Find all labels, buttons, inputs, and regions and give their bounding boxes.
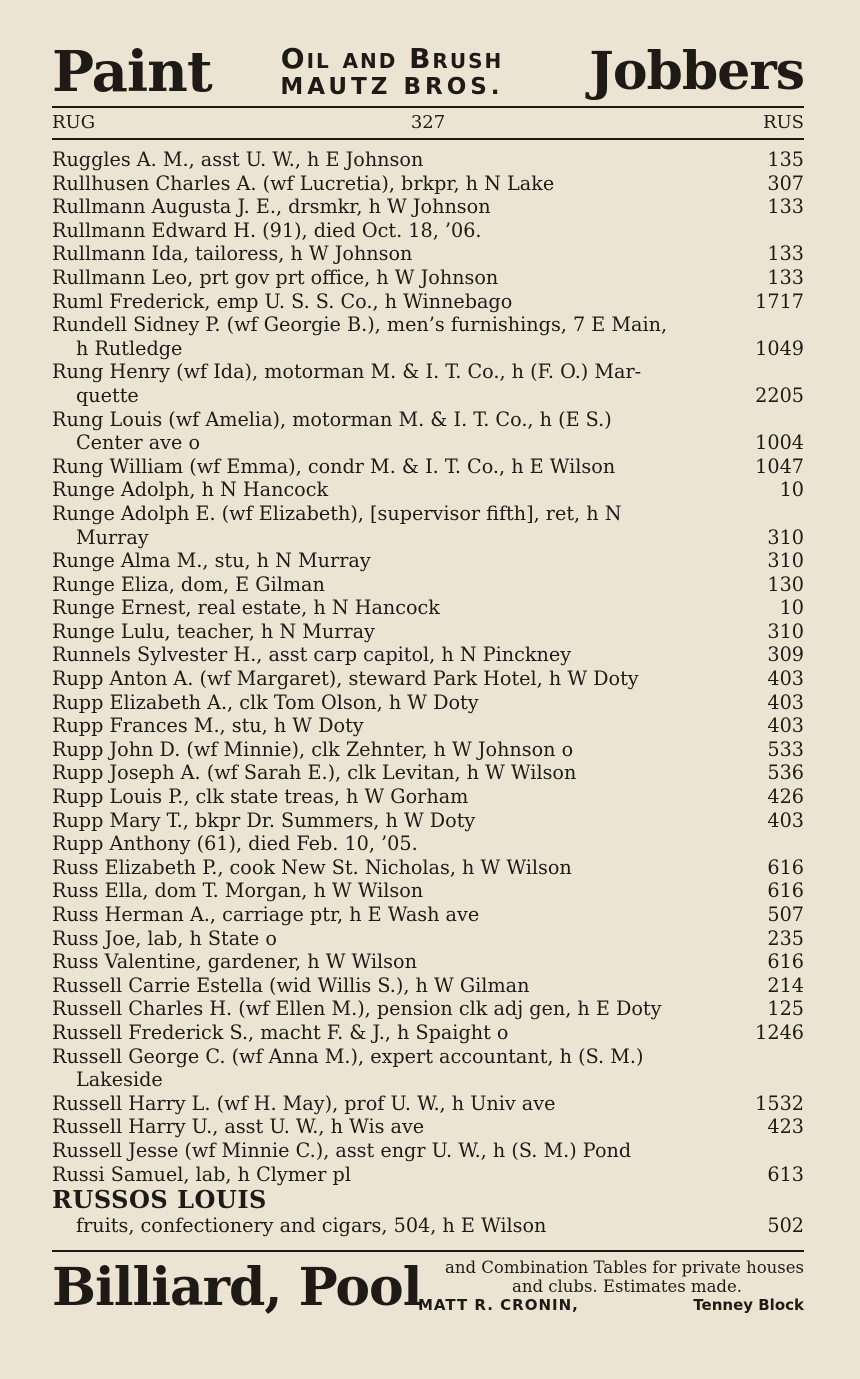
- entry-house-number: 130: [767, 572, 804, 596]
- footer-rule: [52, 1250, 804, 1252]
- entry-text: Ruml Frederick, emp U. S. S. Co., h Winnebago: [52, 289, 513, 313]
- directory-entry: [52, 1021, 804, 1045]
- entry-house-number: 133: [767, 265, 804, 289]
- entry-text: Russ Elizabeth P., cook New St. Nicholas, h W Wilson: [52, 855, 572, 879]
- directory-entry: [52, 667, 804, 691]
- directory-entry: [52, 785, 804, 809]
- entry-text: Russell Jesse (wf Minnie C.), asst engr U. W., h (S. M.) Pond: [52, 1138, 632, 1162]
- directory-entry: [52, 313, 804, 360]
- entry-text: Rung William (wf Emma), condr M. & I. T. Co., h E Wilson: [52, 454, 616, 478]
- featured-listing-detail: fruits, confectionery and cigars, 504, h E Wilson: [76, 1214, 547, 1238]
- directory-entry: [52, 596, 804, 620]
- directory-entry: [52, 195, 804, 219]
- ad-middle-block: [214, 44, 570, 100]
- directory-entry: [52, 1092, 804, 1116]
- directory-entry: [52, 1045, 804, 1092]
- entry-house-number: 309: [767, 643, 804, 667]
- entry-text: Ruggles A. M., asst U. W., h E Johnson: [52, 148, 424, 171]
- directory-entry: [52, 573, 804, 597]
- directory-entry: [52, 1163, 804, 1187]
- directory-entry: [52, 502, 804, 549]
- entry-text: Rullmann Leo, prt gov prt office, h W Johnson: [52, 265, 499, 289]
- entry-text: Rupp Louis P., clk state treas, h W Gorham: [52, 785, 469, 809]
- entry-house-number: 613: [767, 1162, 804, 1186]
- entry-house-number: 133: [767, 242, 804, 266]
- entry-text: Rupp Joseph A. (wf Sarah E.), clk Levitan, h W Wilson: [52, 761, 577, 785]
- entry-house-number: 2205: [755, 383, 804, 407]
- entry-continuation: quette: [76, 383, 139, 407]
- featured-listing: [52, 1214, 804, 1238]
- entry-text: Runge Lulu, teacher, h N Murray: [52, 619, 375, 643]
- featured-listing-name: RUSSOS LOUIS: [52, 1185, 267, 1215]
- directory-entry: [52, 809, 804, 833]
- entry-text: Runge Eliza, dom, E Gilman: [52, 572, 325, 596]
- ad-line-1: and Combination Tables for private houses: [445, 1258, 804, 1277]
- directory-entry: [52, 478, 804, 502]
- directory-entry: [52, 549, 804, 573]
- entry-text: Runge Alma M., stu, h N Murray: [52, 549, 371, 573]
- entry-text: Russ Ella, dom T. Morgan, h W Wilson: [52, 879, 424, 903]
- header-advertisement: [52, 40, 804, 106]
- entry-text: Rullmann Ida, tailoress, h W Johnson: [52, 242, 413, 266]
- entry-text: Rupp Anton A. (wf Margaret), steward Park Hotel, h W Doty: [52, 667, 639, 691]
- ad-line-2: and clubs. Estimates made.: [511, 1277, 742, 1296]
- entry-house-number: 310: [767, 619, 804, 643]
- ad-billiard-pool: Billiard, Pool: [52, 1257, 422, 1318]
- entry-text: Rupp Frances M., stu, h W Doty: [52, 714, 364, 738]
- entry-house-number: 310: [767, 549, 804, 573]
- entry-house-number: 235: [767, 926, 804, 950]
- entry-text: Rung Henry (wf Ida), motorman M. & I. T. Co., h (F. O.) Mar-: [52, 360, 642, 384]
- entry-text: Russell Charles H. (wf Ellen M.), pension clk adj gen, h E Doty: [52, 997, 662, 1021]
- directory-entry: [52, 974, 804, 998]
- ad-proprietor: MATT R. CRONIN,: [418, 1296, 579, 1314]
- directory-entry: [52, 714, 804, 738]
- ad-line-3: [418, 1296, 804, 1316]
- entry-house-number: 1047: [755, 454, 804, 478]
- entry-house-number: 307: [767, 171, 804, 195]
- featured-listing-number: 502: [767, 1214, 804, 1238]
- ad-right-block: [418, 1258, 804, 1316]
- entry-house-number: 616: [767, 879, 804, 903]
- entry-house-number: 310: [767, 525, 804, 549]
- directory-entry: [52, 360, 804, 407]
- directory-entry: [52, 856, 804, 880]
- entry-continuation: Lakeside: [76, 1068, 163, 1092]
- directory-entry: [52, 408, 804, 455]
- directory-entry: [52, 643, 804, 667]
- directory-entry: [52, 455, 804, 479]
- ad-word-jobbers: Jobbers: [589, 41, 804, 102]
- entry-text: Rupp Elizabeth A., clk Tom Olson, h W Doty: [52, 690, 479, 714]
- directory-entry: [52, 1139, 804, 1163]
- entry-text: Russell Carrie Estella (wid Willis S.), h W Gilman: [52, 973, 530, 997]
- entry-text: Russell George C. (wf Anna M.), expert accountant, h (S. M.): [52, 1044, 644, 1068]
- footer-advertisement: [52, 1258, 804, 1318]
- running-head: [52, 110, 804, 136]
- entry-house-number: 1532: [755, 1091, 804, 1115]
- directory-entry: [52, 266, 804, 290]
- entry-text: Rupp Anthony (61), died Feb. 10, ’05.: [52, 832, 418, 856]
- header-rule: [52, 106, 804, 108]
- entry-text: Russ Valentine, gardener, h W Wilson: [52, 950, 417, 974]
- entry-house-number: 536: [767, 761, 804, 785]
- entry-text: Rundell Sidney P. (wf Georgie B.), men’s furnishings, 7 E Main,: [52, 313, 668, 337]
- entry-house-number: 426: [767, 785, 804, 809]
- directory-entry: [52, 738, 804, 762]
- entry-house-number: 1246: [755, 1020, 804, 1044]
- entry-text: Runnels Sylvester H., asst carp capitol, h N Pinckney: [52, 643, 572, 667]
- entry-house-number: 1004: [755, 431, 804, 455]
- ad-word-paint: Paint: [52, 39, 212, 105]
- page-number: 327: [410, 112, 446, 133]
- ad-location: Tenney Block: [693, 1296, 804, 1314]
- directory-entry: [52, 761, 804, 785]
- entry-house-number: 616: [767, 950, 804, 974]
- entry-house-number: 403: [767, 690, 804, 714]
- entry-text: Rullhusen Charles A. (wf Lucretia), brkpr, h N Lake: [52, 171, 555, 195]
- entry-continuation: Murray: [76, 525, 149, 549]
- directory-entry: [52, 927, 804, 951]
- entry-text: Russell Frederick S., macht F. & J., h Spaight o: [52, 1020, 509, 1044]
- entry-list: [52, 148, 804, 1238]
- directory-entry: [52, 1115, 804, 1139]
- entry-text: Rullmann Augusta J. E., drsmkr, h W Johnson: [52, 195, 491, 219]
- entry-house-number: 10: [779, 596, 804, 620]
- running-head-left: RUG: [52, 112, 96, 133]
- entry-text: Rung Louis (wf Amelia), motorman M. & I. T. Co., h (E S.): [52, 407, 612, 431]
- running-head-right: RUS: [762, 112, 804, 133]
- entry-house-number: 133: [767, 195, 804, 219]
- entry-house-number: 10: [779, 478, 804, 502]
- entry-text: Russ Herman A., carriage ptr, h E Wash ave: [52, 903, 480, 926]
- directory-entry: [52, 950, 804, 974]
- entry-text: Runge Ernest, real estate, h N Hancock: [52, 596, 440, 620]
- entry-house-number: 214: [767, 973, 804, 997]
- entry-house-number: 403: [767, 667, 804, 691]
- directory-entry: [52, 242, 804, 266]
- entry-text: Rupp Mary T., bkpr Dr. Summers, h W Doty: [52, 808, 476, 832]
- entry-text: Russi Samuel, lab, h Clymer pl: [52, 1162, 351, 1186]
- ad-mautz-bros: MAUTZ BROS.: [280, 74, 504, 100]
- directory-entry: [52, 219, 804, 243]
- entry-house-number: 616: [767, 855, 804, 879]
- entry-text: Russell Harry L. (wf H. May), prof U. W., h Univ ave: [52, 1091, 556, 1115]
- entry-house-number: 423: [767, 1115, 804, 1139]
- entry-house-number: 533: [767, 737, 804, 761]
- directory-entry: [52, 832, 804, 856]
- entry-house-number: 507: [767, 903, 804, 926]
- entry-text: Rupp John D. (wf Minnie), clk Zehnter, h W Johnson o: [52, 737, 574, 761]
- entry-house-number: 403: [767, 808, 804, 832]
- entry-text: Russell Harry U., asst U. W., h Wis ave: [52, 1115, 425, 1139]
- entry-house-number: 135: [767, 148, 804, 171]
- entry-text: Runge Adolph E. (wf Elizabeth), [supervisor fifth], ret, h N: [52, 501, 622, 525]
- entry-house-number: 403: [767, 714, 804, 738]
- running-head-rule: [52, 138, 804, 140]
- entry-text: Runge Adolph, h N Hancock: [52, 478, 329, 502]
- directory-entry: [52, 997, 804, 1021]
- ad-oil-and-brush: Oil and Brush: [280, 42, 504, 75]
- directory-entry: [52, 879, 804, 903]
- directory-entry: [52, 172, 804, 196]
- entry-text: Rullmann Edward H. (91), died Oct. 18, ’06.: [52, 218, 482, 242]
- entry-continuation: Center ave o: [76, 431, 201, 455]
- directory-entry: [52, 290, 804, 314]
- directory-entry: [52, 903, 804, 927]
- directory-entry: [52, 620, 804, 644]
- entry-house-number: 1049: [755, 336, 804, 360]
- directory-entry: [52, 148, 804, 172]
- entry-house-number: 1717: [755, 289, 804, 313]
- directory-entry: [52, 691, 804, 715]
- entry-text: Russ Joe, lab, h State o: [52, 926, 277, 950]
- entry-house-number: 125: [767, 997, 804, 1021]
- entry-continuation: h Rutledge: [76, 336, 183, 360]
